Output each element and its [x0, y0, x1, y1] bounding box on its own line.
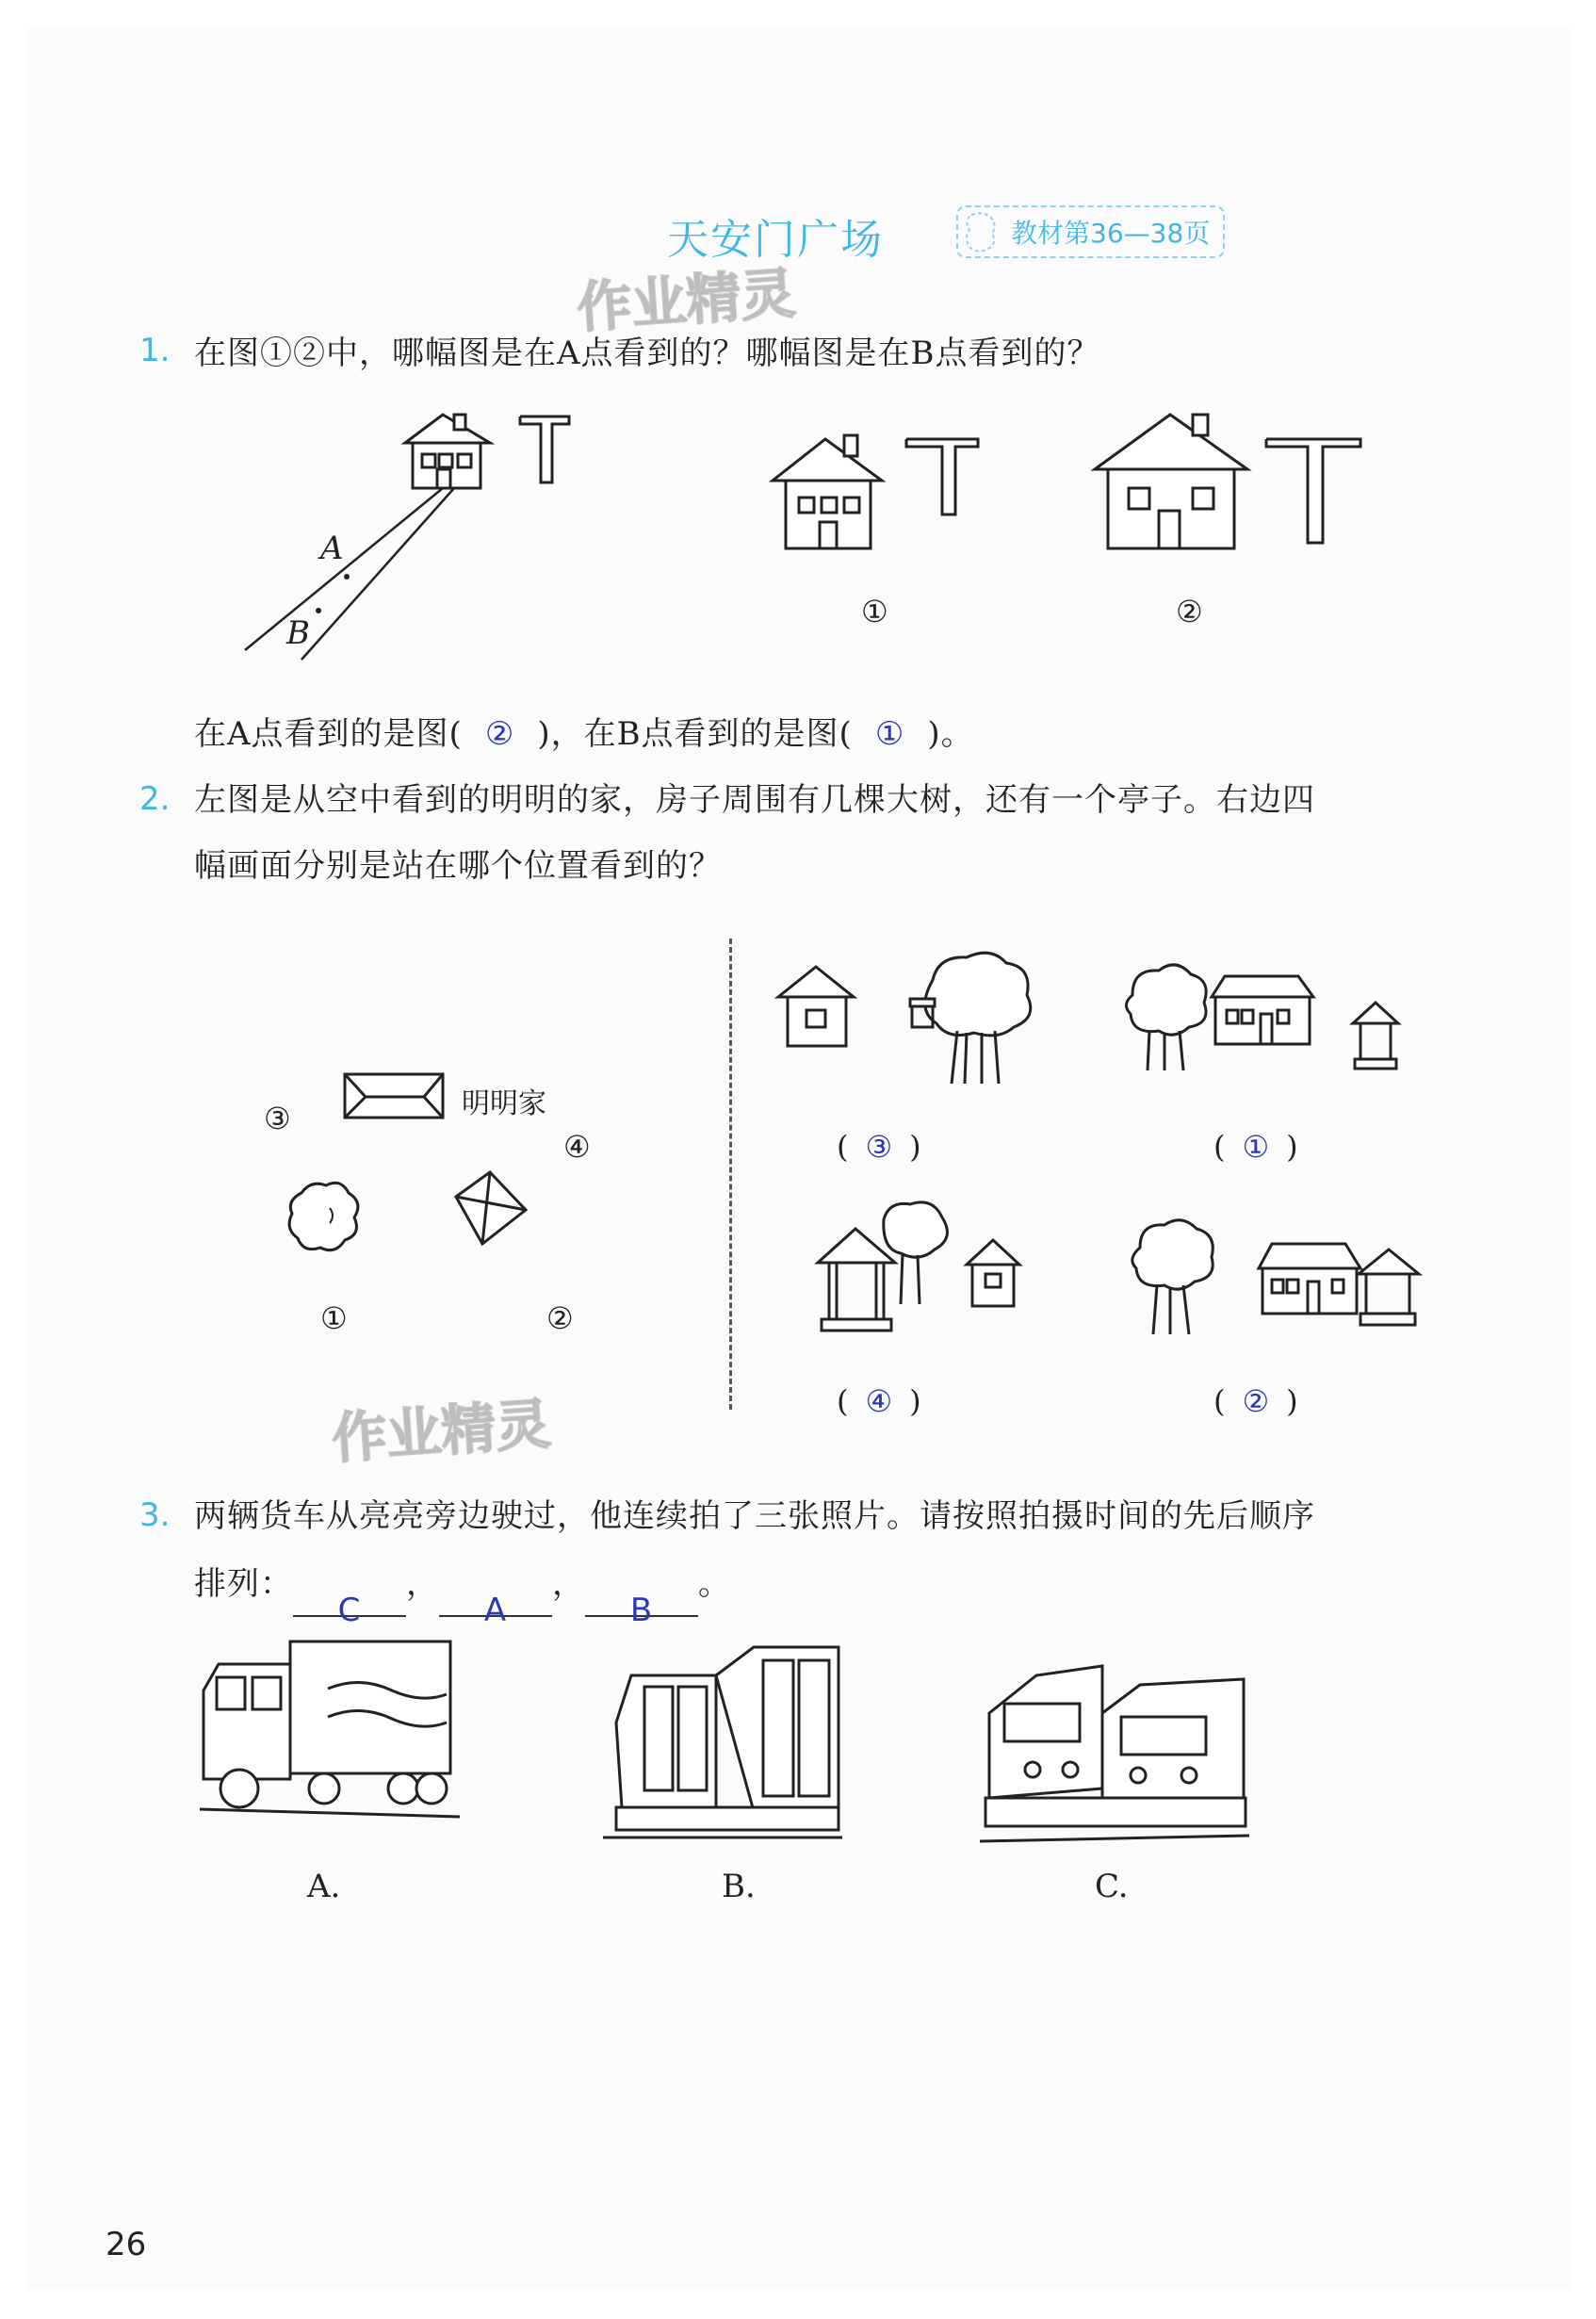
q1-answer-prefix: 在A点看到的是图(	[194, 715, 463, 753]
q1-text: 在图①②中，哪幅图是在A点看到的？哪幅图是在B点看到的？	[194, 335, 1100, 372]
fig1-view	[769, 433, 1004, 565]
small-house-icon	[405, 415, 490, 488]
point-a-label: A	[320, 530, 344, 567]
reference-label: 教材第36—38页	[956, 205, 1225, 258]
truck-photo-c	[980, 1657, 1253, 1845]
point-b-label: B	[286, 614, 310, 652]
fig1-label: ①	[861, 594, 888, 629]
q1-number: 1.	[139, 332, 171, 369]
tree-top-view-icon	[283, 1174, 367, 1259]
q3-blank-3[interactable]: B	[585, 1577, 698, 1617]
q1-answer-suffix: )。	[927, 715, 974, 753]
house-label: 明明家	[462, 1087, 546, 1120]
view-scene-2	[1121, 957, 1441, 1089]
option-b-label: B.	[722, 1868, 756, 1905]
q1-road-scene	[236, 405, 537, 660]
divider-dashed	[729, 939, 732, 1410]
position-2: ②	[546, 1300, 574, 1336]
house-roof	[773, 439, 882, 481]
q1-answer-line	[194, 701, 974, 767]
q2-answer-4: ( ② )	[1213, 1383, 1298, 1419]
q1-answer-b[interactable]: ①	[874, 715, 905, 753]
q2-number: 2.	[139, 780, 171, 818]
q2-answer-value-1[interactable]: ③	[865, 1129, 893, 1165]
house-top-view	[339, 1069, 452, 1125]
q2-answer-2: ( ① )	[1213, 1129, 1298, 1165]
truck-photo-a	[200, 1638, 464, 1826]
fig2-view	[1091, 411, 1374, 552]
q2-answer-value-3[interactable]: ④	[865, 1383, 893, 1419]
q2-answer-1: ( ③ )	[837, 1129, 921, 1165]
view-scene-1	[773, 942, 1046, 1093]
q1-answer-mid: )，在B点看到的是图(	[537, 715, 853, 753]
truck-photo-b	[603, 1638, 848, 1845]
q3-text-line1: 两辆货车从亮亮旁边驶过，他连续拍了三张照片。请按照拍摄时间的先后顺序	[194, 1497, 1315, 1535]
q1-answer-a[interactable]: ②	[484, 715, 515, 753]
position-3: ③	[264, 1101, 291, 1136]
road-lines	[245, 488, 454, 660]
q2-answer-value-4[interactable]: ②	[1242, 1383, 1270, 1419]
option-a-label: A.	[307, 1868, 341, 1905]
page-number: 26	[106, 2226, 147, 2263]
q2-answer-value-2[interactable]: ①	[1242, 1129, 1270, 1165]
q2-text-line2: 幅画面分别是站在哪个位置看到的？	[194, 847, 722, 885]
position-1: ①	[320, 1300, 348, 1336]
watermark-2: 作业精灵	[330, 1391, 553, 1471]
position-4: ④	[563, 1129, 591, 1165]
view-scene-3	[808, 1191, 1053, 1351]
q3-blank-2[interactable]: A	[439, 1577, 552, 1617]
page-icon	[964, 211, 1002, 254]
q3-blank-1[interactable]: C	[293, 1577, 406, 1617]
section-title: 天安门广场	[667, 216, 884, 264]
q3-number: 3.	[139, 1496, 171, 1534]
q3-answer-line: 排列：C，A，B。	[194, 1565, 731, 1629]
monument-t-icon	[516, 411, 573, 486]
view-scene-4	[1127, 1216, 1447, 1347]
option-c-label: C.	[1095, 1868, 1129, 1905]
fig2-label: ②	[1176, 594, 1203, 629]
textbook-reference	[956, 205, 1225, 258]
q2-text-line1: 左图是从空中看到的明明的家，房子周围有几棵大树，还有一个亭子。右边四	[194, 781, 1315, 819]
pavilion-top-view-icon	[447, 1168, 531, 1253]
q2-answer-3: ( ④ )	[837, 1383, 921, 1419]
watermark: 作业精灵	[575, 260, 798, 340]
